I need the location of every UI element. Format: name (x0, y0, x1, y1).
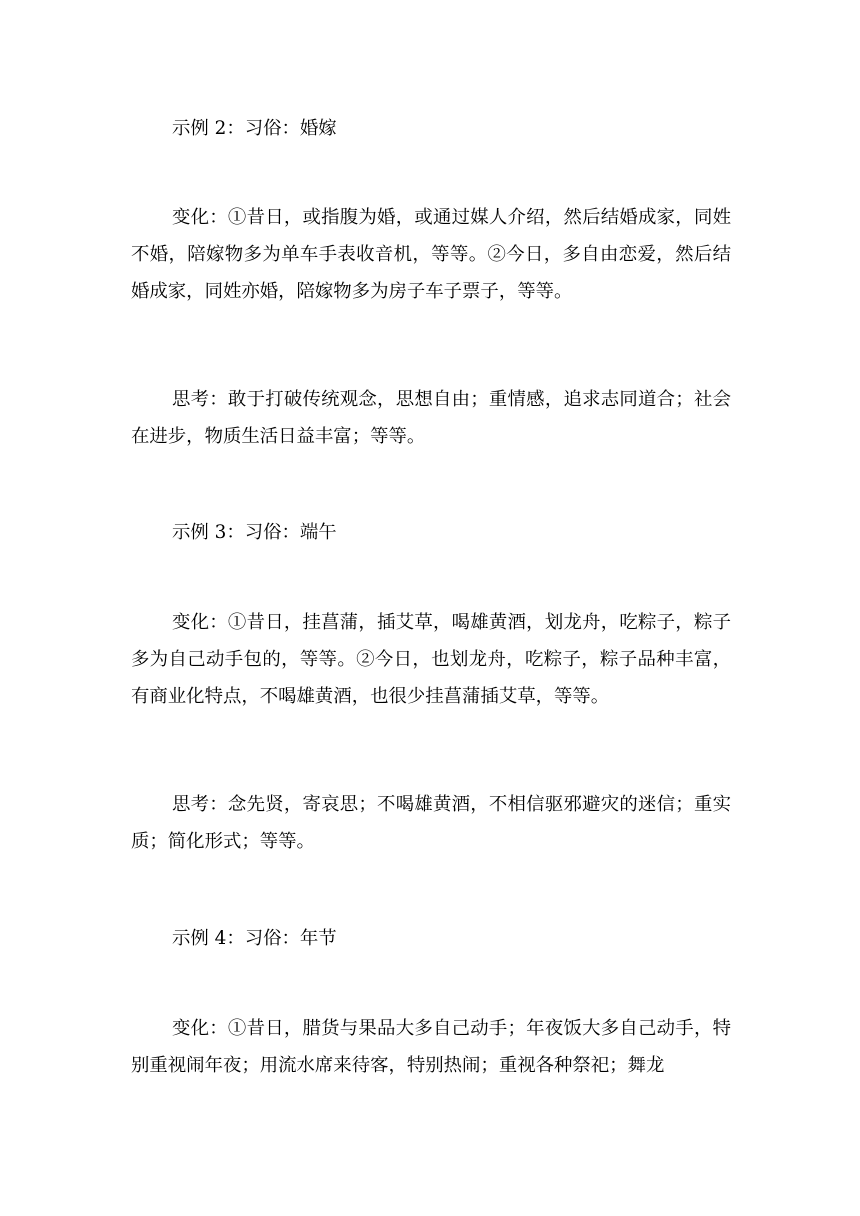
example-2-heading: 示例 2：习俗：婚嫁 (172, 118, 337, 139)
example-2-reflection-paragraph: 思考：敢于打破传统观念，思想自由；重情感，追求志同道合；社会在进步，物质生活日益丰富；等等。 (131, 389, 731, 447)
example-3-reflection-paragraph: 思考：念先贤，寄哀思；不喝雄黄酒，不相信驱邪避灾的迷信；重实质；简化形式；等等。 (131, 794, 731, 852)
example-2-change-paragraph: 变化：①昔日，或指腹为婚，或通过媒人介绍，然后结婚成家，同姓不婚，陪嫁物多为单车手表收音机，等等。②今日，多自由恋爱，然后结婚成家，同姓亦婚，陪嫁物多为房子车子票子，等等。 (131, 207, 731, 302)
example-3-change-paragraph: 变化：①昔日，挂菖蒲，插艾草，喝雄黄酒，划龙舟，吃粽子，粽子多为自己动手包的，等等。②今日，也划龙舟，吃粽子，粽子品种丰富，有商业化特点，不喝雄黄酒，也很少挂菖蒲插艾草，等等。 (131, 612, 731, 707)
example-3-heading: 示例 3：习俗：端午 (172, 522, 337, 543)
example-4-heading: 示例 4：习俗：年节 (172, 928, 337, 949)
example-4-change-paragraph: 变化：①昔日，腊货与果品大多自己动手；年夜饭大多自己动手，特别重视闹年夜；用流水席来待客，特别热闹；重视各种祭祀；舞龙 (131, 1018, 731, 1076)
